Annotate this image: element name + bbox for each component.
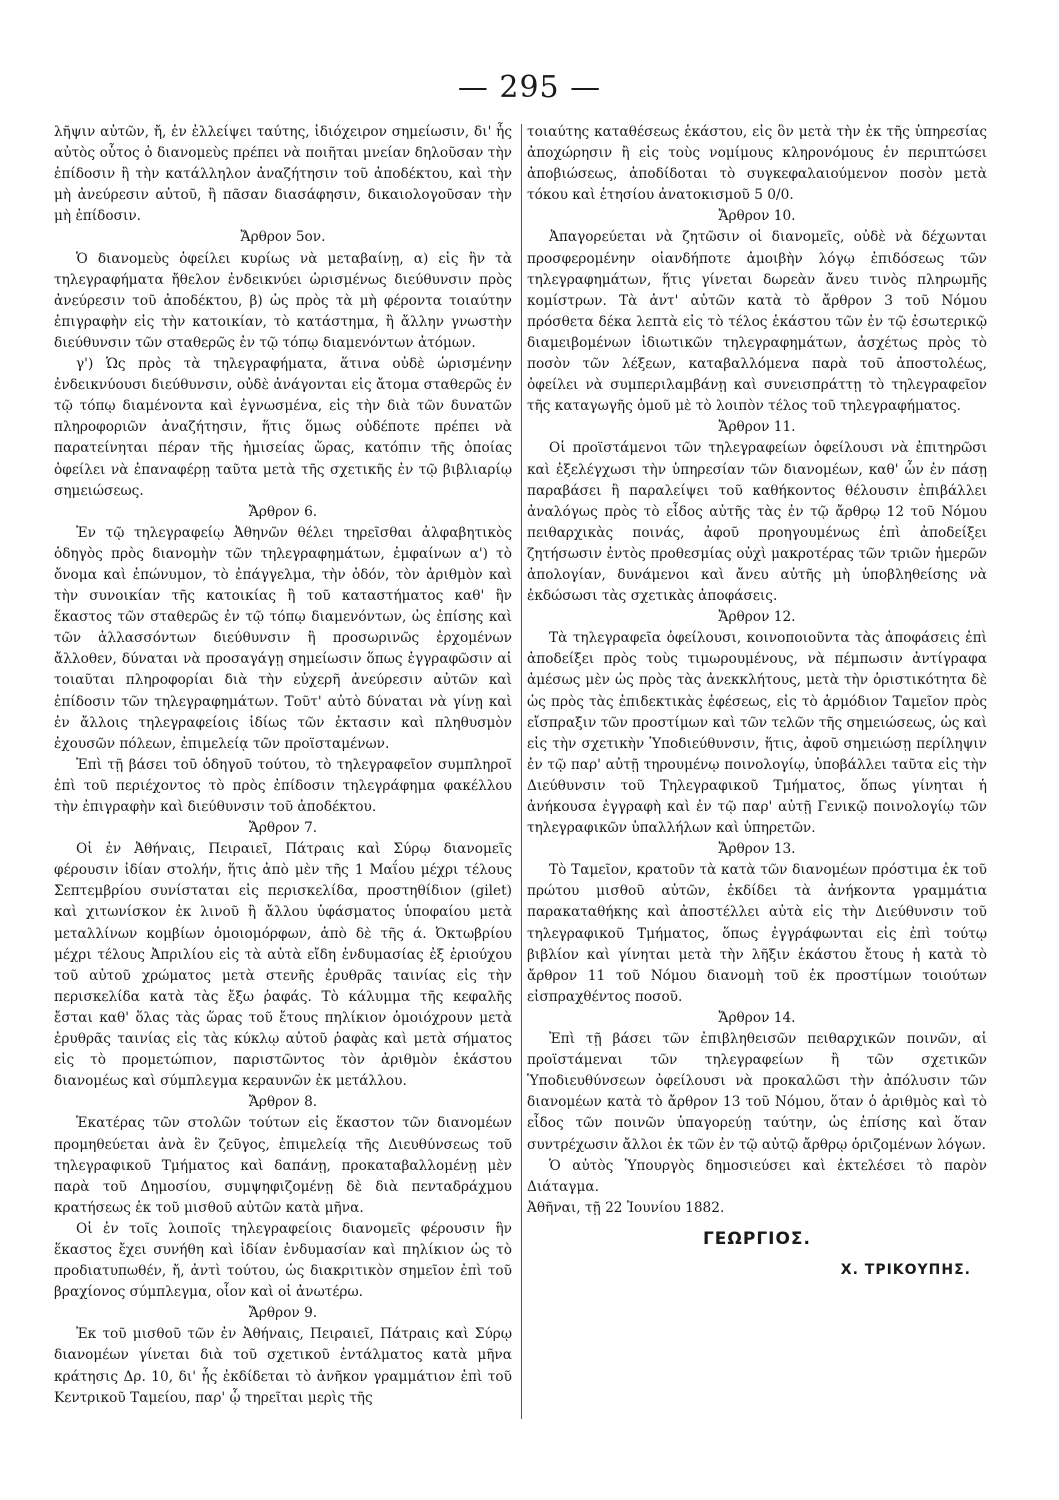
paragraph: Ἀπαγορεύεται νὰ ζητῶσιν οἱ διανομεῖς, οὐδὲ νὰ δέχωνται προσφερομένην οἱανδήποτε ἀμοιβὴν λόγῳ ἐπιδόσεως τῶν τηλεγραφημάτων, ἥτις γίνεται δωρεὰν ἄνευ τινὸς πληρωμῆς κομίστρων. Τὰ ἀντ' αὐτῶν κατὰ τὸ ἄρθρον 3 τοῦ Νόμου πρόσθετα δέκα λεπτὰ εἰς τὸ τέλος ἑκάστου τῶν ἐν τῷ ἐσωτερικῷ διαμειβομένων ἰδιωτικῶν τηλεγραφημάτων, ἀσχέτως πρὸς τὸ ποσὸν τῶν λέξεων, καταβαλλόμενα παρὰ τοῦ ἀποστολέως, ὀφείλει νὰ συμπεριλαμβάνῃ καὶ συνεισπράττῃ τὸ τηλεγραφεῖον τῆς καταγωγῆς ὁμοῦ μὲ τὸ λοιπὸν τέλος τοῦ τηλεγραφήματος. — [527, 229, 987, 415]
article-heading: Ἄρθρον 14. — [718, 1009, 796, 1026]
page-number: — 295 — — [457, 70, 602, 105]
article-heading: Ἄρθρον 13. — [718, 841, 796, 858]
column-divider — [521, 124, 522, 1419]
paragraph: Ἑκατέρας τῶν στολῶν τούτων εἰς ἕκαστον τῶν διανομέων προμηθεύεται ἀνὰ ἓν ζεῦγος, ἐπιμελείᾳ τῆς Διευθύνσεως τοῦ τηλεγραφικοῦ Τμήματος καὶ δαπάνῃ, προκαταβαλλομένῃ μὲν παρὰ τοῦ Δημοσίου, συμψηφιζομένῃ δὲ διὰ πενταδράχμου κρατήσεως ἐκ τοῦ μισθοῦ αὐτῶν κατὰ μῆνα. — [54, 1115, 512, 1216]
article-heading: Ἄρθρον 12. — [718, 609, 796, 626]
article-heading: Ἄρθρον 9. — [248, 1305, 318, 1322]
paragraph: Οἱ προϊστάμενοι τῶν τηλεγραφείων ὀφείλουσι νὰ ἐπιτηρῶσι καὶ ἐξελέγχωσι τὴν ὑπηρεσίαν τῶν διανομέων, καθ' ὧν ἐν πάσῃ παραβάσει ἢ παραλείψει τοῦ καθήκοντος θέλουσιν ἐπιβάλλει ἀναλόγως πρὸς τὸ εἶδος αὐτῆς τὰς ἐν τῷ ἄρθρῳ 12 τοῦ Νόμου πειθαρχικὰς ποινάς, ἀφοῦ προηγουμένως ἐπὶ ἀποδείξει ζητήσωσιν ἐντὸς προθεσμίας οὐχὶ μακροτέρας τῶν τριῶν ἡμερῶν ἀπολογίαν, δυνάμενοι καὶ ἄνευ αὐτῆς μὴ ὑποβληθείσης νὰ ἐκδώσωσι τὰς σχετικὰς ἀποφάσεις. — [527, 440, 987, 605]
paragraph: λῆψιν αὐτῶν, ἤ, ἐν ἐλλείψει ταύτης, ἰδιόχειρον σημείωσιν, δι' ἧς αὐτὸς οὗτος ὁ διανομεὺς πρέπει νὰ ποιῆται μνείαν δηλοῦσαν τὴν ἐπίδοσιν ἢ τὴν κατάλληλον ἀναζήτησιν τοῦ ἀποδέκτου, καὶ τὴν μὴ ἀνεύρεσιν αὐτοῦ, ἢ πᾶσαν διασάφησιν, δικαιολογοῦσαν τὴν μὴ ἐπίδοσιν. — [54, 124, 512, 225]
decree-date: Ἀθῆναι, τῇ 22 Ἰουνίου 1882. — [527, 1199, 725, 1216]
article-heading: Ἄρθρον 7. — [248, 820, 318, 837]
right-column — [527, 122, 987, 1281]
paragraph: Ἐκ τοῦ μισθοῦ τῶν ἐν Ἀθήναις, Πειραιεῖ, Πάτραις καὶ Σύρῳ διανομέων γίνεται διὰ τοῦ σχετικοῦ ἐντάλματος κατὰ μῆνα κράτησις Δρ. 10, δι' ἧς ἐκδίδεται τὸ ἀνῆκον γραμμάτιον ἐπὶ τοῦ Κεντρικοῦ Ταμείου, παρ' ᾧ τηρεῖται μερὶς τῆς — [54, 1326, 512, 1406]
paragraph: γ') Ὡς πρὸς τὰ τηλεγραφήματα, ἅτινα οὐδὲ ὡρισμένην ἐνδεικνύουσι διεύθυνσιν, οὐδὲ ἀνάγονται εἰς ἄτομα σταθερῶς ἐν τῷ τόπῳ διαμένοντα καὶ ἐγνωσμένα, εἰς τὴν διὰ τῶν δυνατῶν πληροφοριῶν ἀναζήτησιν, ἥτις ὅμως οὐδέποτε πρέπει νὰ παρατείνηται πέραν τῆς ἡμισείας ὥρας, κατόπιν τῆς ὁποίας ὀφείλει νὰ ἐπαναφέρῃ ταῦτα μετὰ τῆς σχετικῆς ἐν τῷ βιβλιαρίῳ σημειώσεως. — [54, 356, 512, 499]
paragraph: Τὸ Ταμεῖον, κρατοῦν τὰ κατὰ τῶν διανομέων πρόστιμα ἐκ τοῦ πρώτου μισθοῦ αὐτῶν, ἐκδίδει τὰ ἀνήκοντα γραμμάτια παρακαταθήκης καὶ ἀποστέλλει αὐτὰ εἰς τὴν Διεύθυνσιν τοῦ τηλεγραφικοῦ Τμήματος, ὅπως ἐγγράφωνται εἰς ἐπὶ τούτῳ βιβλίον καὶ γίνηται μετὰ τὴν λῆξιν ἑκάστου ἔτους ἡ κατὰ τὸ ἄρθρον 11 τοῦ Νόμου διανομὴ τοῦ ἐκ προστίμων τοιούτων εἰσπραχθέντος ποσοῦ. — [527, 862, 987, 1005]
paragraph: Οἱ ἐν Ἀθήναις, Πειραιεῖ, Πάτραις καὶ Σύρῳ διανομεῖς φέρουσιν ἰδίαν στολήν, ἥτις ἀπὸ μὲν τῆς 1 Μαΐου μέχρι τέλους Σεπτεμβρίου συνίσταται εἰς περισκελίδα, προστηθίδιον (gilet) καὶ χιτωνίσκον ἐκ λινοῦ ἢ ἄλλου ὑφάσματος ὑποφαίου μετὰ μεταλλίνων κομβίων ὁμοιομόρφων, ἀπὸ δὲ τῆς ά. Ὀκτωβρίου μέχρι τέλους Ἀπριλίου εἰς τὰ αὐτὰ εἴδη ἐνδυμασίας ἐξ ἐριούχου τοῦ αὐτοῦ χρώματος μετὰ στενῆς ἐρυθρᾶς ταινίας εἰς τὴν περισκελίδα κατὰ τὰς ἔξω ῥαφάς. Τὸ κάλυμμα τῆς κεφαλῆς ἔσται καθ' ὅλας τὰς ὥρας τοῦ ἔτους πηλίκιον ὁμοιόχρουν μετὰ ἐρυθρᾶς ταινίας εἰς τὰς κύκλῳ αὐτοῦ ῥαφὰς καὶ μετὰ σήματος εἰς τὸ προμετώπιον, παριστῶντος τὸν ἀριθμὸν ἑκάστου διανομέως καὶ σύμπλεγμα κεραυνῶν ἐκ μετάλλου. — [54, 841, 512, 1090]
paragraph: Ἐπὶ τῇ βάσει τῶν ἐπιβληθεισῶν πειθαρχικῶν ποινῶν, αἱ προϊστάμεναι τῶν τηλεγραφείων ἢ τῶν σχετικῶν Ὑποδιευθύνσεων ὀφείλουσι νὰ προκαλῶσι τὴν ἀπόλυσιν τῶν διανομέων κατὰ τὸ ἄρθρον 13 τοῦ Νόμου, ὅταν ὁ ἀριθμὸς καὶ τὸ εἶδος τῶν ποινῶν ὑπαγορεύῃ ταύτην, ὡς ἐπίσης καὶ ὅταν συντρέχωσιν ἄλλοι ἐκ τῶν ἐν τῷ αὐτῷ ἄρθρῳ ὁριζομένων λόγων. — [527, 1031, 987, 1153]
paragraph: Τὰ τηλεγραφεῖα ὀφείλουσι, κοινοποιοῦντα τὰς ἀποφάσεις ἐπὶ ἀποδείξει πρὸς τοὺς τιμωρουμένους, νὰ πέμπωσιν ἀντίγραφα ἀμέσως μὲν ὡς πρὸς τὰς ἀνεκκλήτους, μετὰ τὴν ὁριστικότητα δὲ ὡς πρὸς τὰς ἐπιδεκτικὰς ἐφέσεως, εἰς τὸ ἁρμόδιον Ταμεῖον πρὸς εἴσπραξιν τῶν προστίμων καὶ τῶν τελῶν τῆς σημειώσεως, ὡς καὶ εἰς τὴν σχετικὴν Ὑποδιεύθυνσιν, ἥτις, ἀφοῦ σημειώσῃ περίληψιν ἐν τῷ παρ' αὐτῇ τηρουμένῳ ποινολογίῳ, ὑποβάλλει ταῦτα εἰς τὴν Διεύθυνσιν τοῦ Τηλεγραφικοῦ Τμήματος, ὅπως γίνηται ἡ ἀνήκουσα ἐγγραφὴ καὶ ἐν τῷ παρ' αὐτῇ Γενικῷ ποινολογίῳ τῶν τηλεγραφικῶν ὑπαλλήλων καὶ ὑπηρετῶν. — [527, 630, 987, 837]
paragraph: τοιαύτης καταθέσεως ἑκάστου, εἰς ὃν μετὰ τὴν ἐκ τῆς ὑπηρεσίας ἀποχώρησιν ἢ εἰς τοὺς νομίμους κληρονόμους ἐν περιπτώσει ἀποβιώσεως, ἀποδίδοται τὸ συγκεφαλαιούμενον ποσὸν μετὰ τόκου καὶ ἐτησίου ἀνατοκισμοῦ 5 0/0. — [527, 124, 987, 204]
article-heading: Ἄρθρον 11. — [718, 419, 796, 436]
article-heading: Ἄρθρον 5ον. — [240, 229, 326, 246]
signature-king: ΓΕΩΡΓΙΟΣ. — [702, 1228, 812, 1249]
paragraph: Ὁ διανομεὺς ὀφείλει κυρίως νὰ μεταβαίνῃ, α) εἰς ἣν τὰ τηλεγραφήματα ἤθελον ἐνδεικνύει ὡρισμένως διεύθυνσιν πρὸς ἀνεύρεσιν τοῦ ἀποδέκτου, β) ὡς πρὸς τὰ μὴ φέροντα τοιαύτην ἐπιγραφὴν εἰς τὴν κατοικίαν, τὸ κατάστημα, ἢ ἄλλην γνωστὴν διεύθυνσιν τῶν σταθερῶς ἐν τῷ τόπῳ διαμενόντων ἀτόμων. — [54, 250, 512, 351]
paragraph: Ἐπὶ τῇ βάσει τοῦ ὁδηγοῦ τούτου, τὸ τηλεγραφεῖον συμπληροῖ ἐπὶ τοῦ περιέχοντος τὸ πρὸς ἐπίδοσιν τηλεγράφημα φακέλλου τὴν ἐπιγραφὴν καὶ διεύθυνσιν τοῦ ἀποδέκτου. — [54, 756, 512, 815]
paragraph: Ἐν τῷ τηλεγραφείῳ Ἀθηνῶν θέλει τηρεῖσθαι ἀλφαβητικὸς ὁδηγὸς πρὸς διανομὴν τῶν τηλεγραφημάτων, ἐμφαίνων α') τὸ ὄνομα καὶ ἐπώνυμον, τὸ ἐπάγγελμα, τὴν ὁδόν, τὸν ἀριθμὸν καὶ τὴν συνοικίαν τῆς κατοικίας ἢ τοῦ καταστήματος καθ' ἣν ἕκαστος τῶν σταθερῶς ἐν τῷ τόπῳ διαμενόντων, ὡς ἐπίσης καὶ τῶν ἀλλασσόντων διεύθυνσιν ἢ προσωρινῶς ἐρχομένων ἄλλοθεν, δύναται νὰ προσαγάγῃ σημείωσιν ὅπως ἐγγραφῶσιν αἱ τοιαῦται πληροφορίαι διὰ τὴν εὐχερῆ ἀνεύρεσιν αὐτῶν καὶ ἐπίδοσιν τῶν τηλεγραφημάτων. Τοῦτ' αὐτὸ δύναται νὰ γίνῃ καὶ ἐν ἄλλοις τηλεγραφείοις ἰδίως τῶν ἐκτασιν καὶ πληθυσμὸν ἐχουσῶν πόλεων, ἐπιμελείᾳ τῶν προϊσταμένων. — [54, 524, 512, 752]
paragraph: Οἱ ἐν τοῖς λοιποῖς τηλεγραφείοις διανομεῖς φέρουσιν ἣν ἕκαστος ἔχει συνήθη καὶ ἰδίαν ἐνδυμασίαν καὶ πηλίκιον ὡς τὸ προδιατυπωθέν, ἤ, ἀντὶ τούτου, ὡς διακριτικὸν σημεῖον ἐπὶ τοῦ βραχίονος σύμπλεγμα, οἷον καὶ οἱ ἀνωτέρω. — [54, 1220, 512, 1301]
article-heading: Ἄρθρον 8. — [248, 1094, 318, 1111]
article-heading: Ἄρθρον 10. — [718, 208, 796, 225]
article-heading: Ἄρθρον 6. — [248, 503, 318, 520]
left-column — [54, 122, 512, 1409]
signature-minister: Χ. ΤΡΙΚΟΥΠΗΣ. — [840, 1261, 971, 1278]
paragraph: Ὁ αὐτὸς Ὑπουργὸς δημοσιεύσει καὶ ἐκτελέσει τὸ παρὸν Διάταγμα. — [527, 1157, 987, 1195]
